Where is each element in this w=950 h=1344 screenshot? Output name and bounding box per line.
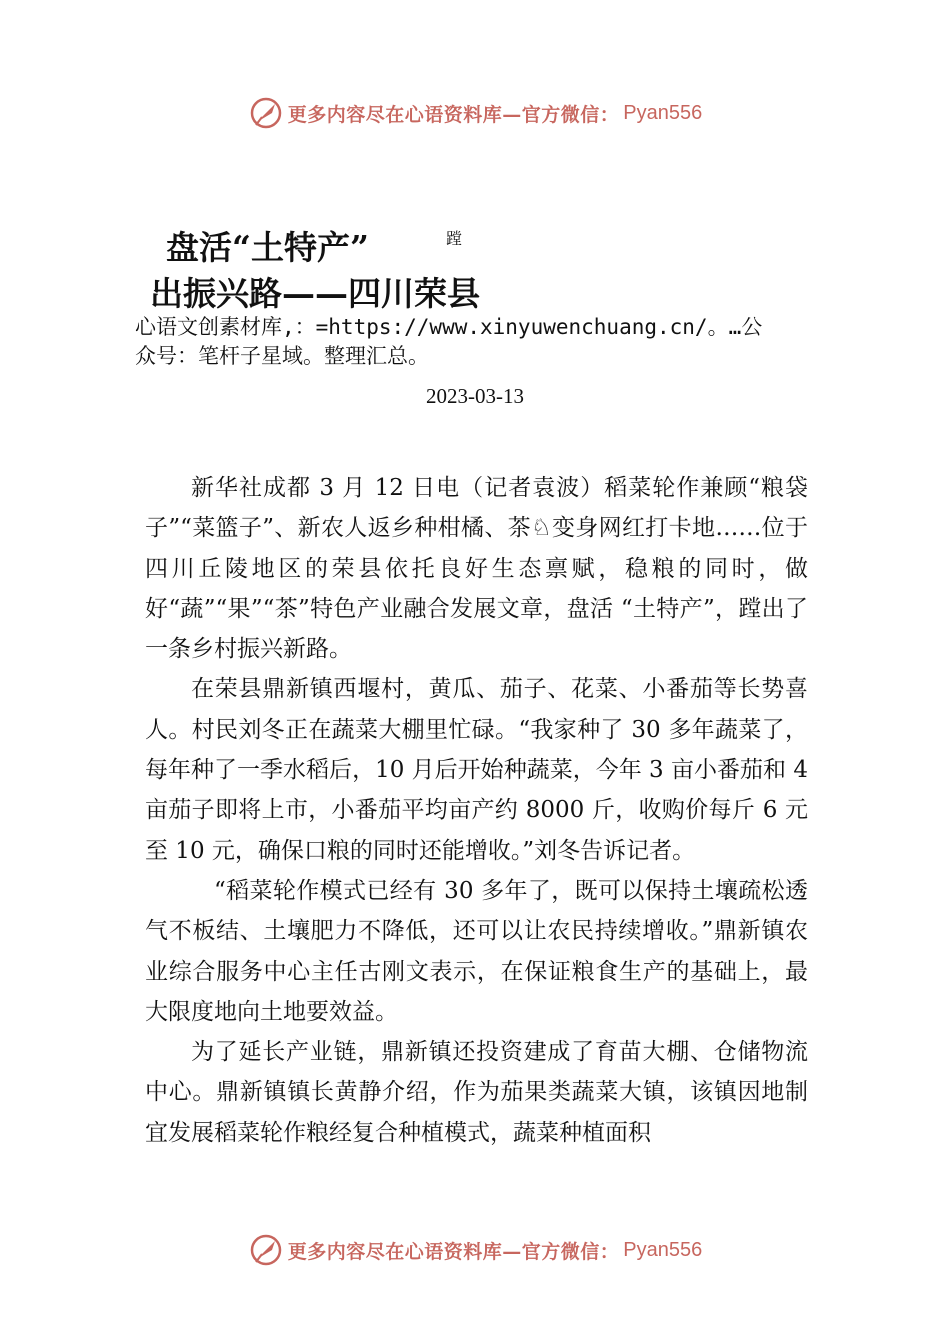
- article-date: 2023-03-13: [426, 384, 524, 408]
- paragraph-4: 为了延长产业链，鼎新镇还投资建成了育苗大棚、仓储物流中心。鼎新镇镇长黄静介绍，作为茄果类蔬菜大镇，该镇因地制宜发展稻菜轮作粮经复合种植模式，蔬菜种植面积: [145, 1039, 808, 1146]
- footer-banner: [0, 1232, 950, 1268]
- paragraph-3: “稻菜轮作模式已经有 30 多年了，既可以保持土壤疏松透气不板结、土壤肥力不降低，还可以让农民持续增收。”鼎新镇农业综合服务中心主任古刚文表示，在保证粮食生产的基础上，最大限度地向土地要效益。: [145, 877, 808, 1025]
- header-banner: [0, 95, 950, 131]
- paragraph-1: 新华社成都 3 月 12 日电（记者袁波）稻菜轮作兼顾“粮袋子”“菜篮子”、新农人返乡种柑橘、茶♘变身网红打卡地……位于四川丘陵地区的荣县依托良好生态禀赋，稳粮的同时，做好“蔬”“果”“茶”特色产业融合发展文章，盘活 “土特产”，蹚出了一条乡村振兴新路。: [145, 475, 808, 663]
- quill-logo-icon: [248, 1232, 284, 1268]
- banner-wechat-id: Pyan556: [623, 101, 703, 124]
- banner-text: 更多内容尽在心语资料库—官方微信：: [287, 1240, 620, 1263]
- article-title-line1: 盘活“土特产”: [166, 228, 369, 267]
- banner-text: 更多内容尽在心语资料库—官方微信：: [287, 103, 620, 126]
- quill-logo-icon: [248, 95, 284, 131]
- article-title-line2: 出振兴路——四川荣县: [150, 274, 480, 313]
- banner-wechat-id: Pyan556: [623, 1238, 703, 1261]
- article-title-mark: 蹚: [446, 229, 463, 248]
- source-line-2: 众号：笔杆子星域。整理汇总。: [135, 344, 429, 368]
- paragraph-2: 在荣县鼎新镇西堰村，黄瓜、茄子、花菜、小番茄等长势喜人。村民刘冬正在蔬菜大棚里忙碌。“我家种了 30 多年蔬菜了，每年种了一季水稻后，10 月后开始种蔬菜，今年 3 亩小番茄和 4 亩茄子即将上市，小番茄平均亩产约 8000 斤，收购价每斤 6 元至 10 元，确保口粮的同时还能增收。”刘冬告诉记者。: [145, 676, 808, 864]
- source-note: [135, 313, 835, 371]
- source-line-1: 心语文创素材库,：=https://www.xinyuwenchuang.cn/。…公: [135, 315, 763, 339]
- article-body: [145, 468, 808, 1153]
